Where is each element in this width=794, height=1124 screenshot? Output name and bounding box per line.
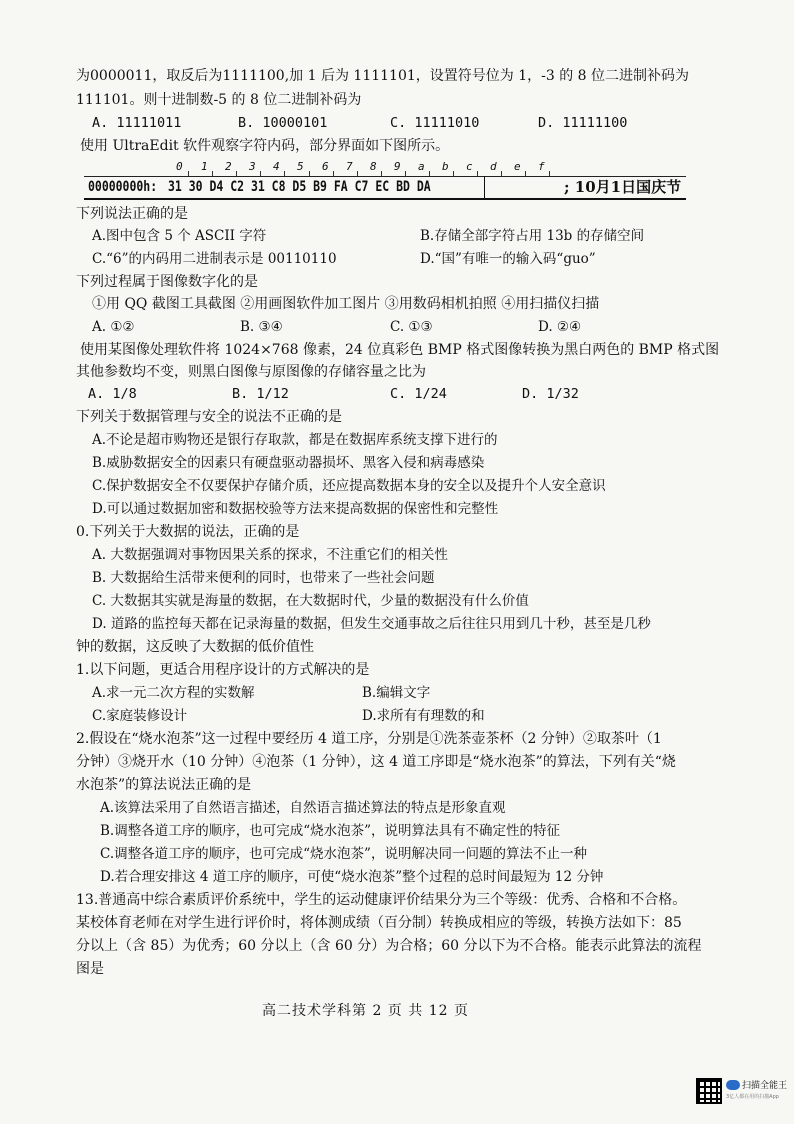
q11-option-b: B.编辑文字 [362, 685, 431, 701]
ultraedit-hex-row [84, 176, 686, 200]
q6-stem: 下列说法正确的是 [76, 206, 188, 222]
q5-text-line-2: 111101。则十进制数-5 的 8 位二进制补码为 [76, 92, 362, 108]
q5-text-line-1: 为0000011，取反后为1111100,加 1 后为 1111101，设置符号位为 1，-3 的 8 位二进制补码为 [76, 68, 690, 84]
q9-option-a: A.不论是超市购物还是银行存取款，都是在数据库系统支撑下进行的 [92, 432, 498, 448]
q8-option-a: A. 1/8 [88, 386, 137, 402]
ruler-label: 6 [322, 160, 329, 173]
q10-option-a: A. 大数据强调对事物因果关系的探求，不注重它们的相关性 [92, 547, 448, 563]
q11-stem: 1.以下问题，更适合用程序设计的方式解决的是 [76, 662, 370, 678]
q6-intro: 使用 UltraEdit 软件观察字符内码，部分界面如下图所示。 [80, 138, 450, 154]
hex-bytes: 31 30 D4 C2 31 C8 D5 B9 FA C7 EC BD DA [168, 179, 431, 195]
q10-option-c: C. 大数据其实就是海量的数据，在大数据时代，少量的数据没有什么价值 [92, 593, 529, 609]
ruler-label: 5 [297, 160, 304, 173]
q12-text-line-1: 2.假设在“烧水泡茶”这一过程中要经历 4 道工序，分别是①洗茶壶茶杯（2 分钟）②取茶叶（1 [76, 731, 662, 747]
q7-option-a: A. ①② [92, 319, 135, 335]
q11-option-a: A.求一元二次方程的实数解 [92, 685, 255, 701]
q7-option-b: B. ③④ [240, 319, 283, 335]
ruler-label: e [514, 160, 521, 173]
q10-option-d-cont: 钟的数据，这反映了大数据的低价值性 [76, 639, 314, 655]
q5-option-d: D. 11111100 [538, 115, 628, 131]
q11-option-d: D.求所有有理数的和 [362, 708, 485, 724]
q13-text-line-4: 图是 [76, 961, 104, 977]
q6-option-d: D.“国”有唯一的输入码“guo” [420, 251, 596, 267]
q9-option-b: B.威胁数据安全的因素只有硬盘驱动器损坏、黑客入侵和病毒感染 [92, 455, 485, 471]
page-footer: 高二技术学科第 2 页 共 12 页 [262, 1003, 469, 1019]
q8-option-b: B. 1/12 [232, 386, 289, 402]
q7-option-d: D. ②④ [538, 319, 582, 335]
scanner-logo-icon [726, 1080, 740, 1090]
q13-text-line-1: 13.普通高中综合素质评价系统中，学生的运动健康评价结果分为三个等级：优秀、合格和不合格。 [76, 892, 687, 908]
scanner-tagline: 3亿人都在用的扫描App [726, 1094, 779, 1100]
q10-option-b: B. 大数据给生活带来便利的同时，也带来了一些社会问题 [92, 570, 435, 586]
q12-option-c: C.调整各道工序的顺序，也可完成“烧水泡茶”，说明解决同一问题的算法不止一种 [100, 846, 587, 862]
q11-option-c: C.家庭装修设计 [92, 708, 188, 724]
q12-text-line-3: 水泡茶”的算法说法正确的是 [76, 777, 252, 793]
q5-option-a: A. 11111011 [92, 115, 182, 131]
ruler-label: c [466, 160, 473, 173]
q7-items: ①用 QQ 截图工具截图 ②用画图软件加工图片 ③用数码相机拍照 ④用扫描仪扫描 [92, 296, 600, 312]
ruler-label: 3 [249, 160, 256, 173]
q8-text-line-1: 使用某图像处理软件将 1024×768 像素，24 位真彩色 BMP 格式图像转换为黑白两色的 BMP 格式图 [80, 342, 720, 358]
q9-option-c: C.保护数据安全不仅要保护存储介质，还应提高数据本身的安全以及提升个人安全意识 [92, 478, 606, 494]
ruler-label: 9 [394, 160, 401, 173]
q13-text-line-3: 分以上（含 85）为优秀；60 分以上（含 60 分）为合格；60 分以下为不合格。能表示此算法的流程 [76, 938, 702, 954]
ruler-label: 8 [370, 160, 377, 173]
q6-option-c: C.“6”的内码用二进制表示是 00110110 [92, 251, 337, 267]
q5-option-b: B. 10000101 [238, 115, 328, 131]
ruler-label: a [418, 160, 425, 173]
q12-option-a: A.该算法采用了自然语言描述，自然语言描述算法的特点是形象直观 [100, 800, 506, 816]
q13-text-line-2: 某校体育老师在对学生进行评价时，将体测成绩（百分制）转换成相应的等级，转换方法如下：85 [76, 915, 682, 931]
ruler-label: 0 [176, 160, 183, 173]
q8-option-d: D. 1/32 [522, 386, 579, 402]
q8-text-line-2: 其他参数均不变，则黑白图像与原图像的存储容量之比为 [76, 364, 426, 380]
ruler-label: d [490, 160, 497, 173]
qr-code-icon [696, 1078, 722, 1104]
ruler-label: f [538, 160, 545, 173]
q7-stem: 下列过程属于图像数字化的是 [76, 274, 258, 290]
q8-option-c: C. 1/24 [390, 386, 447, 402]
ruler-label: 2 [225, 160, 232, 173]
q10-stem: 0.下列关于大数据的说法，正确的是 [76, 524, 300, 540]
ruler-label: 4 [273, 160, 280, 173]
q5-option-c: C. 11111010 [390, 115, 480, 131]
q9-stem: 下列关于数据管理与安全的说法不正确的是 [76, 409, 342, 425]
q6-option-a: A.图中包含 5 个 ASCII 字符 [92, 228, 267, 244]
q7-option-c: C. ①③ [390, 319, 433, 335]
q12-text-line-2: 分钟）③烧开水（10 分钟）④泡茶（1 分钟），这 4 道工序即是“烧水泡茶”的算法，下列有关“烧 [76, 754, 676, 770]
text-cursor [484, 176, 485, 198]
hex-address: 00000000h: [88, 179, 158, 195]
q12-option-b: B.调整各道工序的顺序，也可完成“烧水泡茶”，说明算法具有不确定性的特征 [100, 823, 561, 839]
scanner-brand: 扫描全能王 [742, 1081, 788, 1091]
scanner-watermark [696, 1078, 786, 1108]
q10-option-d: D. 道路的监控每天都在记录海量的数据，但发生交通事故之后往往只用到几十秒，甚至是几秒 [92, 616, 651, 632]
ruler-label: 7 [346, 160, 353, 173]
ultraedit-ruler [84, 160, 686, 177]
decoded-text: ; 10月1日国庆节 [564, 178, 682, 196]
q6-option-b: B.存储全部字符占用 13b 的存储空间 [420, 228, 645, 244]
q9-option-d: D.可以通过数据加密和数据校验等方法来提高数据的保密性和完整性 [92, 501, 499, 517]
ruler-label: b [442, 160, 449, 173]
ruler-label: 1 [201, 160, 208, 173]
q12-option-d: D.若合理安排这 4 道工序的顺序，可使“烧水泡茶”整个过程的总时间最短为 12 分钟 [100, 869, 604, 885]
